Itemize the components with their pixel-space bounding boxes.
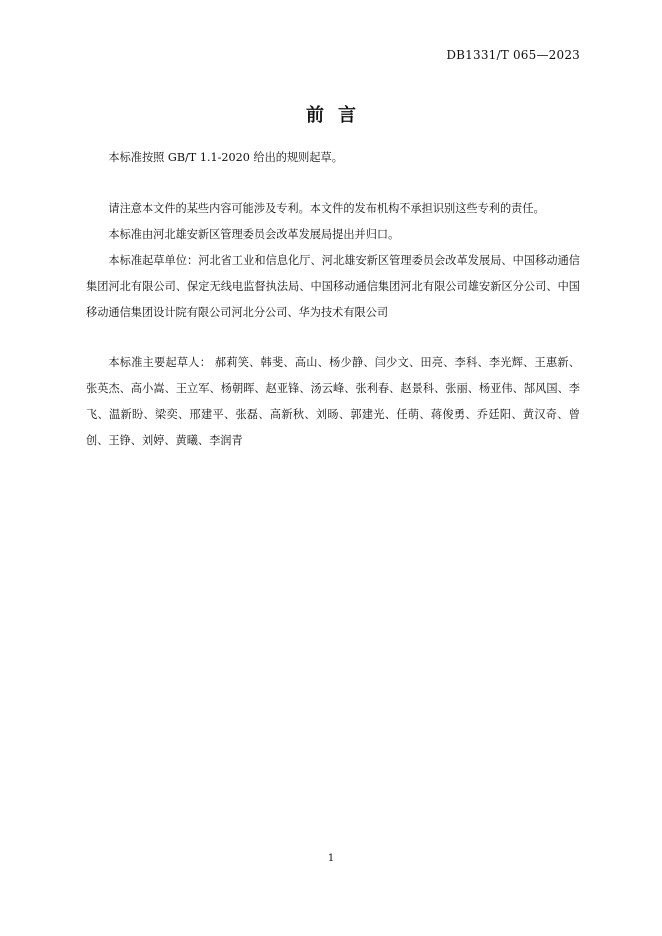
paragraph-drafting-rules: 本标准按照 GB/T 1.1-2020 给出的规则起草。: [108, 151, 343, 164]
document-code: DB1331/T 065—2023: [446, 48, 580, 62]
page-title: 前言: [306, 105, 370, 126]
paragraph-proposer: 本标准由河北雄安新区管理委员会改革发展局提出并归口。: [108, 228, 400, 241]
paragraph-main-drafters: 本标准主要起草人： 郝莉笑、韩斐、高山、杨少静、闫少文、田亮、李科、李光辉、王惠新、张英杰、高小嵩、王立军、杨朝晖、赵亚锋、汤云峰、张利春、赵景科、张丽、杨亚伟、郜风国、李飞、温新盼、梁奕、邢建平、张磊、高新秋、刘旸、郭建光、任萌、蒋俊勇、乔廷阳、黄汉奇、曾创、王铮、刘婷、黄曦、李润青: [86, 356, 580, 447]
page-number: 1: [327, 853, 335, 864]
paragraph-patent-notice: 请注意本文件的某些内容可能涉及专利。本文件的发布机构不承担识别这些专利的责任。: [108, 202, 545, 215]
paragraph-drafting-units: 本标准起草单位：河北省工业和信息化厅、河北雄安新区管理委员会改革发展局、中国移动通信集团河北有限公司、保定无线电监督执法局、中国移动通信集团河北有限公司雄安新区分公司、中国移动通信集团设计院有限公司河北分公司、华为技术有限公司: [86, 254, 580, 319]
